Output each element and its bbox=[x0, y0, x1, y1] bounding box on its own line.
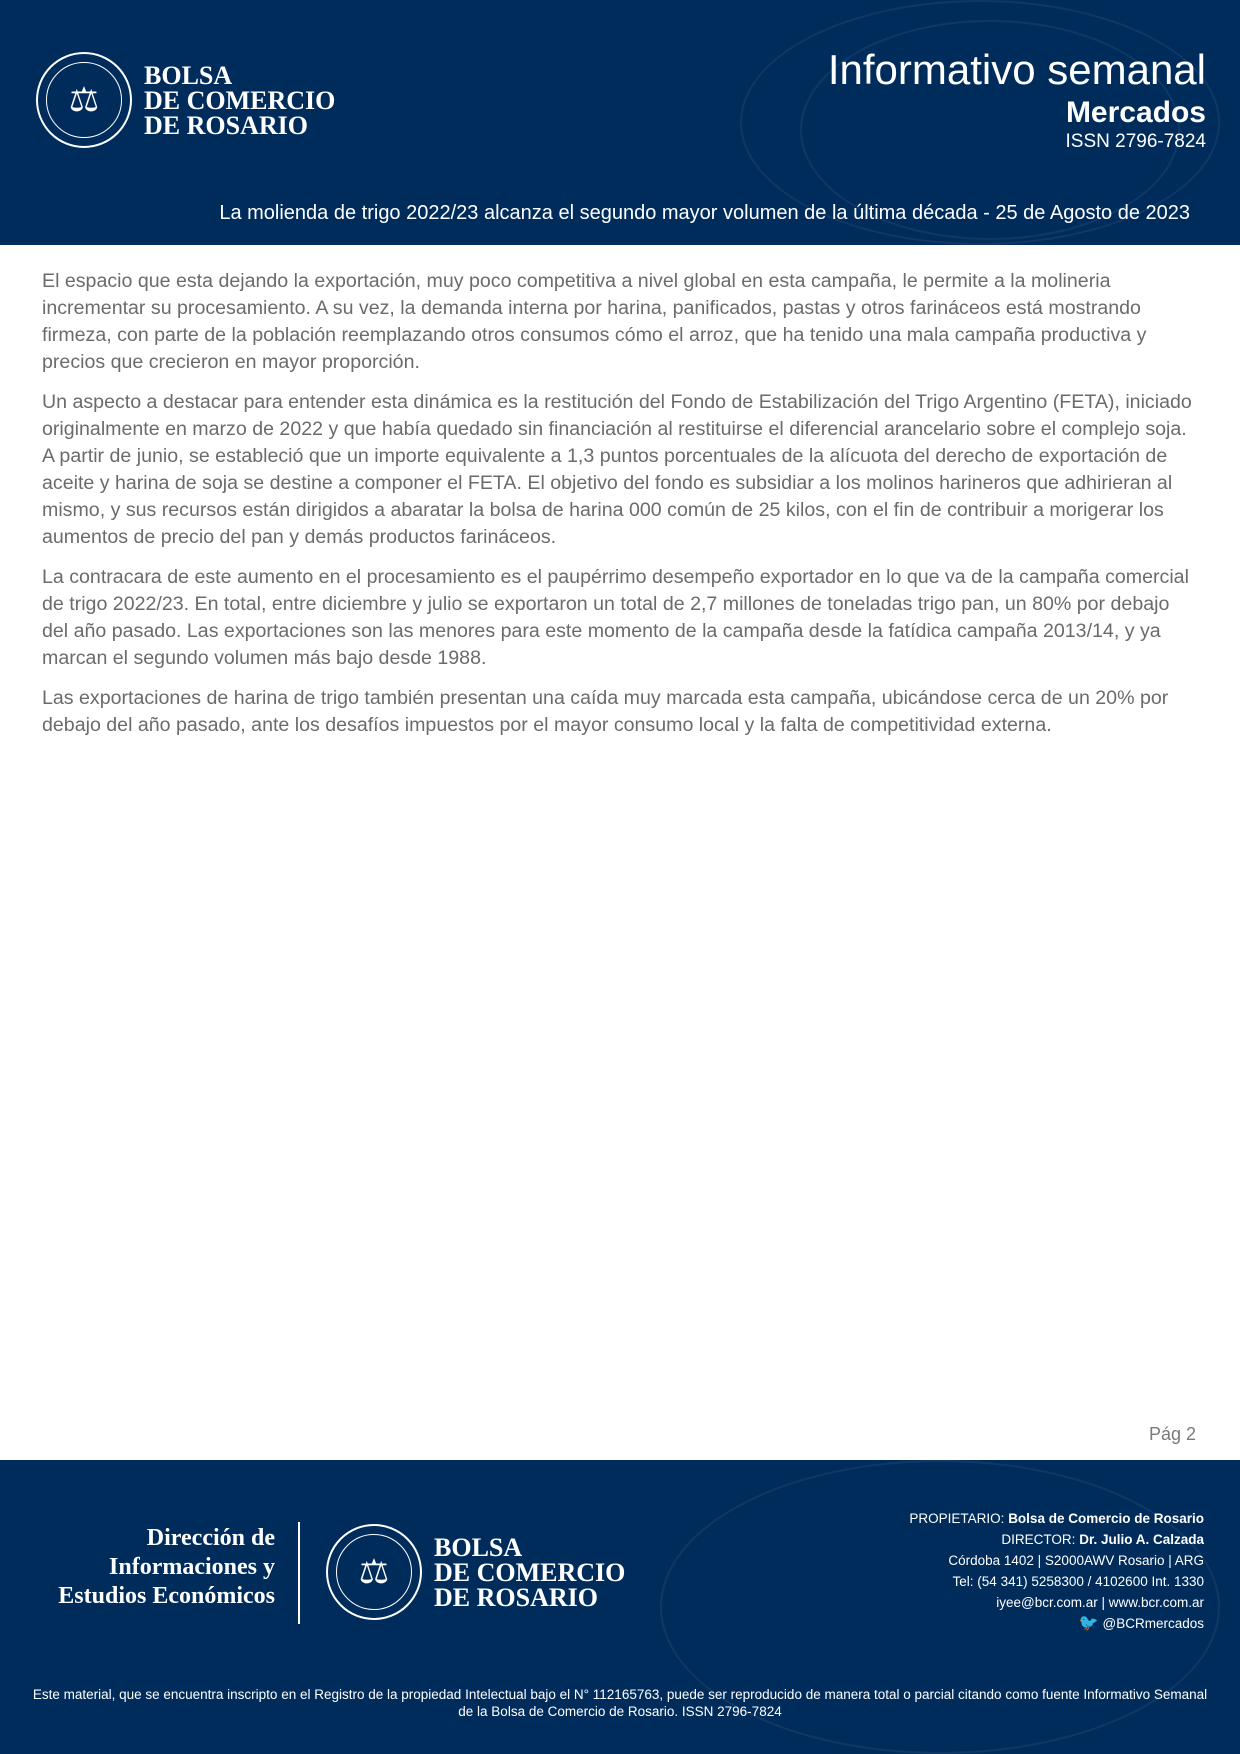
seal-icon: ⚖ bbox=[36, 52, 132, 148]
paragraph: El espacio que esta dejando la exportación, muy poco competitiva a nivel global en esta campaña, le permite a la molineria incrementar su procesamiento. A su vez, la demanda interna por harina, panificados, pastas y otros farináceos está mostrando firmeza, con parte de la población reemplazando otros consumos cómo el arroz, que ha tenido una mala campaña productiva y precios que crecieron en mayor proporción. bbox=[42, 270, 1147, 373]
page-number: Pág 2 bbox=[1148, 1424, 1196, 1444]
web-links[interactable]: iyee@bcr.com.ar | www.bcr.com.ar bbox=[996, 1595, 1204, 1610]
department-line: Dirección de bbox=[146, 1525, 275, 1551]
phone: Tel: (54 341) 5258300 / 4102600 Int. 1330 bbox=[952, 1574, 1204, 1589]
twitter-icon: 🐦 bbox=[1078, 1615, 1099, 1632]
issn: ISSN 2796-7824 bbox=[1065, 131, 1206, 152]
legal-notice: Este material, que se encuentra inscripto en el Registro de la propiedad Intelectual bajo el N° 112165763, puede ser reproducido de manera total o parcial citando como fuente Informativo Semanal de la Bolsa de Comercio de Rosario. ISSN 2796-7824 bbox=[32, 1687, 1208, 1719]
bcr-logo bbox=[36, 52, 335, 148]
publication-title: Informativo semanal bbox=[827, 46, 1206, 93]
logo-line: BOLSA bbox=[144, 60, 233, 90]
logo-line: DE COMERCIO bbox=[144, 85, 336, 115]
address: Córdoba 1402 | S2000AWV Rosario | ARG bbox=[948, 1553, 1204, 1568]
director: Dr. Julio A. Calzada bbox=[1079, 1532, 1204, 1547]
twitter-handle[interactable]: @BCRmercados bbox=[1102, 1616, 1204, 1631]
section-title: Mercados bbox=[1065, 96, 1206, 129]
paragraph: La contracara de este aumento en el procesamiento es el paupérrimo desempeño exportador en lo que va de la campaña comercial de trigo 2022/23. En total, entre diciembre y julio se exportaron un total de 2,7 millones de toneladas trigo pan, un 80% por debajo del año pasado. Las exportaciones son las menores para este momento de la campaña desde la fatídica campaña 2013/14, y ya marcan el segundo volumen más bajo desde 1988. bbox=[42, 566, 1189, 669]
contact-info bbox=[909, 1508, 1204, 1634]
bcr-logo-footer bbox=[326, 1524, 625, 1620]
logo-line: BOLSA bbox=[434, 1532, 523, 1562]
paragraph: Las exportaciones de harina de trigo también presentan una caída muy marcada esta campaña, ubicándose cerca de un 20% por debajo del año pasado, ante los desafíos impuestos por el mayor consumo local y la falta de competitividad externa. bbox=[42, 687, 1169, 736]
department-line: Informaciones y bbox=[109, 1554, 275, 1580]
logo-line: DE COMERCIO bbox=[434, 1557, 626, 1587]
logo-line: DE ROSARIO bbox=[144, 110, 308, 140]
department-name bbox=[58, 1524, 275, 1611]
department-line: Estudios Económicos bbox=[58, 1583, 275, 1609]
owner: Bolsa de Comercio de Rosario bbox=[1008, 1511, 1204, 1526]
paragraph: Un aspecto a destacar para entender esta dinámica es la restitución del Fondo de Estabilización del Trigo Argentino (FETA), iniciado originalmente en marzo de 2022 y que había quedado sin financiación al restituirse el diferencial arancelario sobre el complejo soja. A partir de junio, se estableció que un importe equivalente a 1,3 puntos porcentuales de la alícuota del derecho de exportación de aceite y harina de soja se destine a componer el FETA. El objetivo del fondo es subsidiar a los molinos harineros que adhirieran al mismo, y sus recursos están dirigidos a abaratar la bolsa de harina 000 común de 25 kilos, con el fin de contribuir a morigerar los aumentos de precio del pan y demás productos farináceos. bbox=[42, 391, 1192, 548]
article-body bbox=[42, 268, 1198, 752]
divider bbox=[298, 1522, 300, 1624]
seal-icon: ⚖ bbox=[326, 1524, 422, 1620]
director-label: DIRECTOR: bbox=[1001, 1532, 1076, 1547]
logo-line: DE ROSARIO bbox=[434, 1582, 598, 1612]
owner-label: PROPIETARIO: bbox=[909, 1511, 1005, 1526]
footer bbox=[0, 1460, 1240, 1754]
article-headline: La molienda de trigo 2022/23 alcanza el segundo mayor volumen de la última década - 25 de Agosto de 2023 bbox=[219, 202, 1190, 224]
header-banner bbox=[0, 0, 1240, 245]
